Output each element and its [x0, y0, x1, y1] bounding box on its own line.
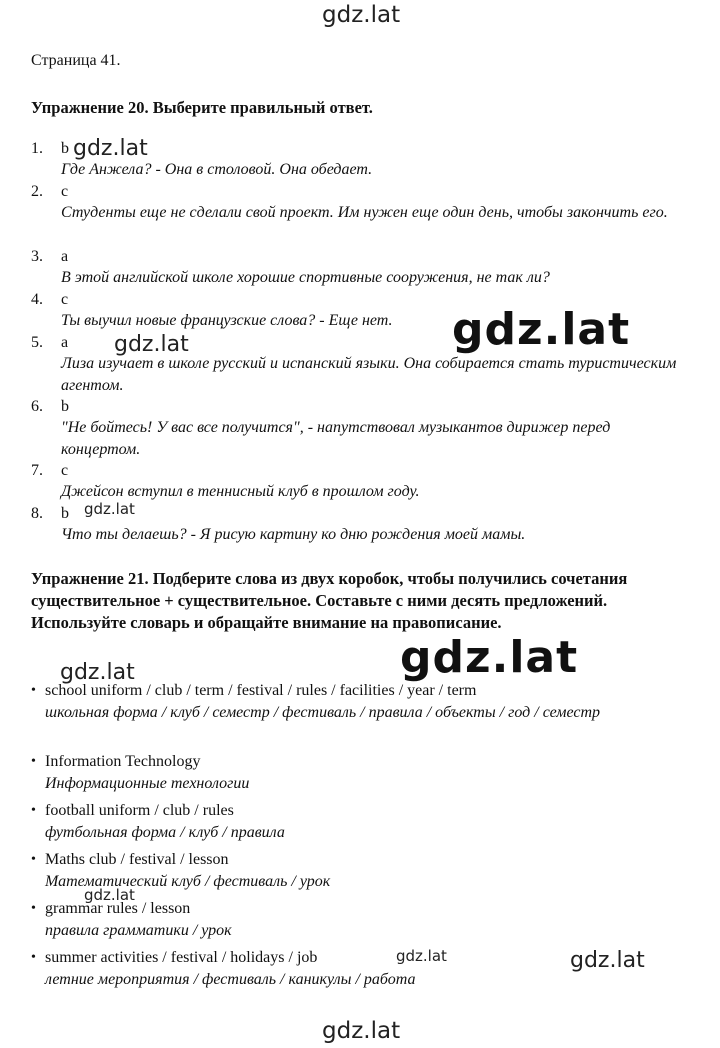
item-translation: В этой английской школе хорошие спортивные сооружения, не так ли?: [61, 269, 550, 286]
word-combination: Information Technology: [45, 753, 201, 770]
word-combination: grammar rules / lesson: [45, 900, 191, 917]
watermark-large: gdz.lat: [400, 632, 579, 683]
word-translation: Математический клуб / фестиваль / урок: [45, 873, 331, 890]
watermark-bottom: gdz.lat: [322, 1018, 401, 1044]
watermark-small: gdz.lat: [60, 660, 135, 685]
watermark-top: gdz.lat: [322, 2, 401, 28]
bullet-icon: •: [31, 901, 36, 916]
item-number: 6.: [31, 398, 43, 415]
item-translation: Где Анжела? - Она в столовой. Она обедает.: [61, 161, 373, 178]
exercise-21-title: Упражнение 21. Подберите слова из двух коробок, чтобы получились сочетания существительное + существительное. Составьте с ними десять предложений. Используйте словарь и обращайте внимание на правописание.: [31, 569, 628, 632]
watermark-small: gdz.lat: [73, 136, 148, 161]
item-translation: "Не бойтесь! У вас все получится", - напутствовал музыкантов дирижер перед концертом.: [61, 419, 611, 458]
watermark-small: gdz.lat: [396, 947, 447, 965]
watermark-small: gdz.lat: [84, 886, 135, 904]
watermark-small: gdz.lat: [570, 948, 645, 973]
item-number: 1.: [31, 140, 43, 157]
word-combination: summer activities / festival / holidays / job: [45, 949, 318, 966]
bullet-icon: •: [31, 950, 36, 965]
item-number: 4.: [31, 291, 43, 308]
item-number: 2.: [31, 183, 43, 200]
item-answer: b: [61, 398, 69, 415]
word-translation: правила грамматики / урок: [45, 922, 232, 939]
item-answer: c: [61, 462, 69, 479]
word-combination: school uniform / club / term / festival / rules / facilities / year / term: [45, 682, 477, 699]
bullet-icon: •: [31, 803, 36, 818]
word-translation: футбольная форма / клуб / правила: [45, 824, 285, 841]
item-answer: c: [61, 183, 69, 200]
exercise-20-title: Упражнение 20. Выберите правильный ответ.: [31, 98, 373, 117]
watermark-small: gdz.lat: [114, 332, 189, 357]
bullet-icon: •: [31, 754, 36, 769]
word-translation: Информационные технологии: [45, 775, 250, 792]
bullet-icon: •: [31, 683, 36, 698]
item-answer: a: [61, 248, 69, 265]
item-number: 5.: [31, 334, 43, 351]
word-combination: football uniform / club / rules: [45, 802, 234, 819]
bullet-icon: •: [31, 852, 36, 867]
item-translation: Джейсон вступил в теннисный клуб в прошлом году.: [61, 483, 420, 500]
item-answer: b: [61, 140, 69, 157]
item-translation: Студенты еще не сделали свой проект. Им нужен еще один день, чтобы закончить его.: [61, 204, 668, 221]
word-translation: летние мероприятия / фестиваль / каникулы / работа: [45, 971, 416, 988]
watermark-small: gdz.lat: [84, 500, 135, 518]
word-combination: Maths club / festival / lesson: [45, 851, 229, 868]
item-translation: Лиза изучает в школе русский и испанский языки. Она собирается стать туристическим агентом.: [61, 355, 677, 394]
item-translation: Ты выучил новые французские слова? - Еще нет.: [61, 312, 393, 329]
item-answer: b: [61, 505, 69, 522]
item-answer: c: [61, 291, 69, 308]
item-translation: Что ты делаешь? - Я рисую картину ко дню рождения моей мамы.: [61, 526, 526, 543]
item-number: 3.: [31, 248, 43, 265]
item-number: 7.: [31, 462, 43, 479]
watermark-large: gdz.lat: [452, 304, 631, 355]
item-number: 8.: [31, 505, 43, 522]
word-translation: школьная форма / клуб / семестр / фестиваль / правила / объекты / год / семестр: [45, 704, 601, 721]
item-answer: a: [61, 334, 69, 351]
page-label: Страница 41.: [31, 52, 121, 69]
